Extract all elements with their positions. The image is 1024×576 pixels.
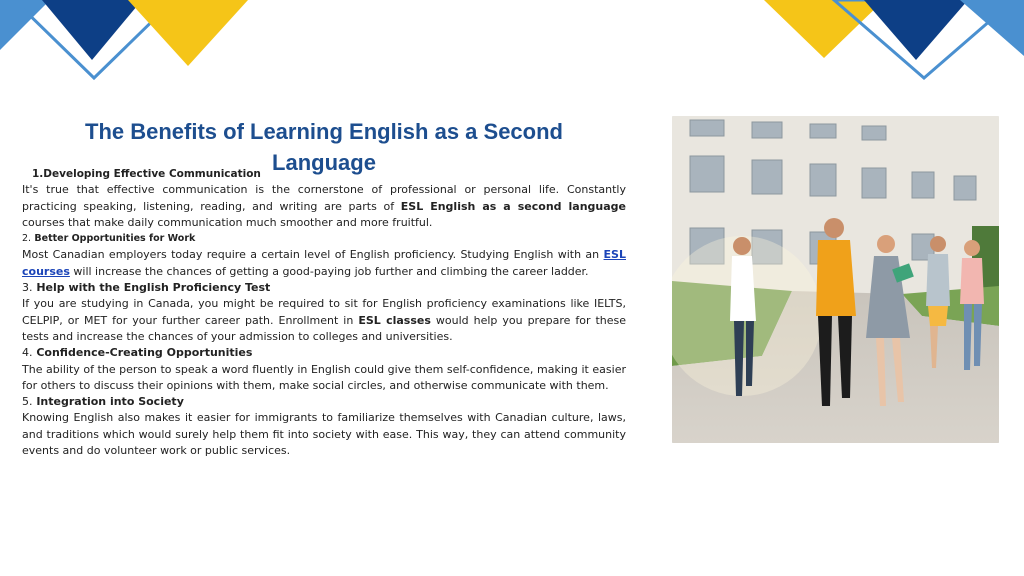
corner-decoration-right <box>764 0 1024 90</box>
section-paragraph: It's true that effective communication is the cornerstone of professional or personal life. Constantly practicing speaking, listening, reading, and writing are parts of ESL English as a second language courses that make daily communication much smoother and more fruitful. <box>22 183 627 229</box>
highlight-term: ESL classes <box>358 313 431 327</box>
section-paragraph: If you are studying in Canada, you might be required to sit for English proficiency examinations like IELTS, CELPIP, or MET for your further career path. Enrollment in ESL classes would help you prepare for these tests and increase the chances of your admission to colleges and universities. <box>22 297 627 343</box>
section-heading: 2. Better Opportunities for Work <box>22 233 196 245</box>
section-heading: 5. Integration into Society <box>22 395 184 409</box>
section-paragraph: Most Canadian employers today require a certain level of English proficiency. Studying English with an ESL courses will increase the chances of getting a good-paying job further and climbing the career ladder. <box>22 248 626 278</box>
section-heading: 4. Confidence-Creating Opportunities <box>22 346 253 360</box>
content-body <box>22 166 626 459</box>
section-heading: 3. Help with the English Proficiency Test <box>22 281 271 295</box>
section-paragraph: Knowing English also makes it easier for immigrants to familiarize themselves with Canadian culture, laws, and traditions which would surely help them fit into society with ease. This way, they can attend community events and do volunteer work or public services. <box>22 411 626 458</box>
highlight-term: ESL English as a second language <box>400 199 627 213</box>
students-walking-photo <box>672 116 999 443</box>
page-title: The Benefits of Learning English as a Second Language <box>85 119 563 175</box>
esl-courses-link[interactable]: ESL courses <box>22 248 626 278</box>
section-paragraph: The ability of the person to speak a word fluently in English could give them self-confidence, making it easier for others to discuss their opinions with them, make social circles, and otherwise communicate with them. <box>22 362 626 392</box>
section-heading: 1.Developing Effective Communication <box>32 168 261 180</box>
corner-decoration-left <box>0 0 260 90</box>
